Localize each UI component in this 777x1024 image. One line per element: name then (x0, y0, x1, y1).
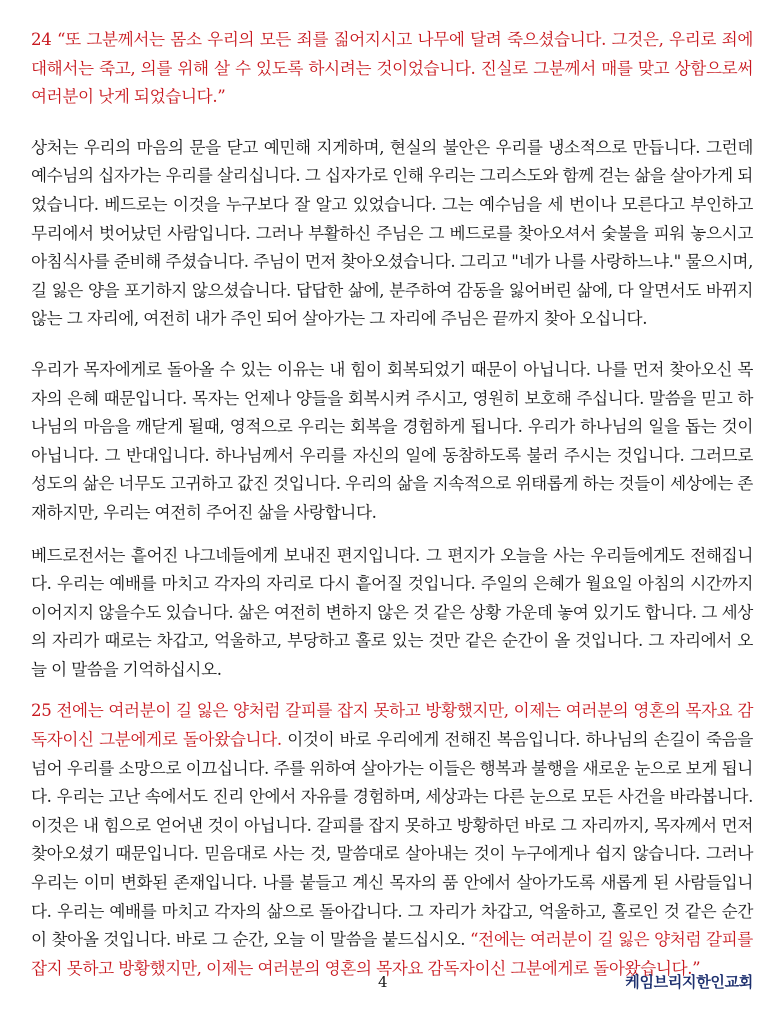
body-paragraph-4 (31, 697, 753, 983)
church-name: 케임브리지한인교회 (625, 973, 753, 991)
body-paragraph-1: 상처는 우리의 마음의 문을 닫고 예민해 지게하며, 현실의 불안은 우리를 냉소적으로 만듭니다. 그런데 예수님의 십자가는 우리를 살리십니다. 그 십자가로 인해 우리는 그리스도와 함께 걷는 삶을 살아가게 되었습니다. 베드로는 이것을 누구보다 잘 알고 있었습니다. 그는 예수님을 세 번이나 모른다고 부인하고 무리에서 벗어났던 사람입니다. 그러나 부활하신 주님은 그 베드로를 찾아오셔서 숯불을 피워 놓으시고 아침식사를 준비해 주셨습니다. 주님이 먼저 찾아오셨습니다. 그리고 "네가 나를 사랑하느냐." 물으시며, 길 잃은 양을 포기하지 않으셨습니다. 답답한 삶에, 분주하여 감동을 잃어버린 삶에, 다 알면서도 바뀌지 않는 그 자리에, 여전히 내가 주인 되어 살아가는 그 자리에 주님은 끝까지 찾아 오십니다. (31, 137, 753, 329)
scripture-verse-25-repeat: “전에는 여러분이 길 잃은 양처럼 갈피를 잡지 못하고 방황했지만, 이제는 여러분의 영혼의 목자요 감독자이신 그분에게로 돌아왔습니다.” (31, 930, 753, 978)
body-paragraph-4-text: 이것이 바로 우리에게 전해진 복음입니다. 하나님의 손길이 죽음을 넘어 우리를 소망으로 이끄십니다. 주를 위하여 살아가는 이들은 행복과 불행을 새로운 눈으로 보게 됩니다. 우리는 고난 속에서도 진리 안에서 자유를 경험하며, 세상과는 다른 눈으로 모든 사건을 바라봅니다. 이것은 내 힘으로 얻어낸 것이 아닙니다. 갈피를 잡지 못하고 방황하던 바로 그 자리까지, 목자께서 먼저 찾아오셨기 때문입니다. 믿음대로 사는 것, 말씀대로 살아내는 것이 누구에게나 쉽지 않습니다. 그러나 우리는 이미 변화된 존재입니다. 나를 붙들고 계신 목자의 품 안에서 살아가도록 새롭게 된 사람들입니다. 우리는 예배를 마치고 각자의 삶으로 돌아갑니다. 그 자리가 차갑고, 억울하고, 홀로인 것 같은 순간이 찾아올 것입니다. 바로 그 순간, 오늘 이 말씀을 붙드십시오. (31, 730, 754, 950)
scripture-verse-24: 24 “또 그분께서는 몸소 우리의 모든 죄를 짊어지시고 나무에 달려 죽으셨습니다. 그것은, 우리로 죄에 대해서는 죽고, 의를 위해 살 수 있도록 하시려는 것이었습니다. 진실로 그분께서 매를 맞고 상함으로써 여러분이 낫게 되었습니다.” (31, 30, 753, 107)
page-body (31, 26, 753, 983)
body-paragraph-2: 우리가 목자에게로 돌아올 수 있는 이유는 내 힘이 회복되었기 때문이 아닙니다. 나를 먼저 찾아오신 목자의 은혜 때문입니다. 목자는 언제나 양들을 회복시켜 주시고, 영원히 보호해 주십니다. 말씀을 믿고 하나님의 마음을 깨닫게 될때, 영적으로 우리는 회복을 경험하게 됩니다. 우리가 하나님의 일을 돕는 것이 아닙니다. 그 반대입니다. 하나님께서 우리를 자신의 일에 동참하도록 불러 주시는 것입니다. 그러므로 성도의 삶은 너무도 고귀하고 값진 것입니다. 우리의 삶을 지속적으로 위태롭게 하는 것들이 세상에는 존재하지만, 우리는 여전히 주어진 삶을 사랑합니다. (31, 359, 753, 522)
page-number: 4 (378, 973, 388, 991)
body-paragraph-3: 베드로전서는 흩어진 나그네들에게 보내진 편지입니다. 그 편지가 오늘을 사는 우리들에게도 전해집니다. 우리는 예배를 마치고 각자의 자리로 다시 흩어질 것입니다. 주일의 은혜가 월요일 아침의 시간까지 이어지지 않을수도 있습니다. 삶은 여전히 변하지 않은 것 같은 상황 가운데 놓여 있기도 합니다. 그 세상의 자리가 때로는 차갑고, 억울하고, 부당하고 홀로 있는 것만 같은 순간이 올 것입니다. 그 자리에서 오늘 이 말씀을 기억하십시오. (31, 545, 753, 679)
scripture-verse-25: 25 전에는 여러분이 길 잃은 양처럼 갈피를 잡지 못하고 방황했지만, 이제는 여러분의 영혼의 목자요 감독자이신 그분에게로 돌아왔습니다. (31, 701, 753, 750)
